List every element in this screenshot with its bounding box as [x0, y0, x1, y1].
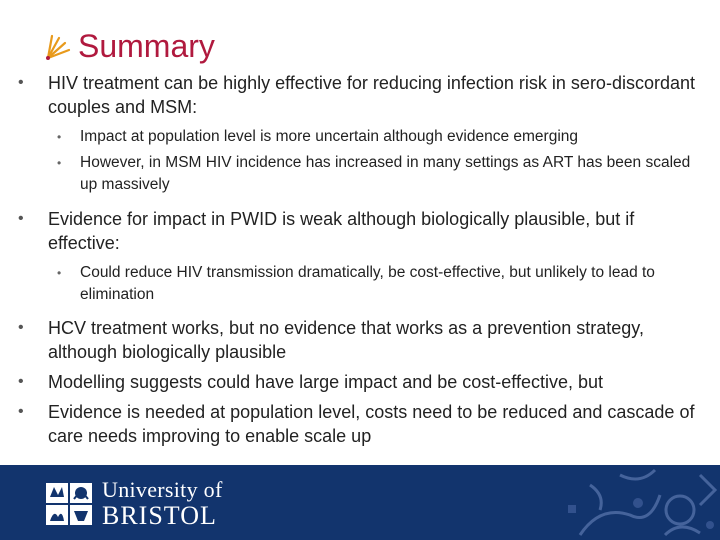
slide-content — [0, 71, 720, 448]
bullet-4 — [0, 370, 720, 394]
sub-bullet-text: Impact at population level is more uncertain although evidence emerging — [80, 128, 579, 145]
logo-text — [102, 479, 223, 529]
bullet-dot: • — [18, 373, 24, 390]
bullet-text: Modelling suggests could have large impact and be cost-effective, but — [48, 372, 603, 392]
crest-pattern-decoration — [560, 465, 720, 540]
bullet-dot: • — [18, 210, 24, 227]
bullet-dot: • — [18, 403, 24, 420]
logo-line-2: BRISTOL — [102, 501, 217, 530]
slide-title: Summary — [78, 28, 215, 64]
bullet-text: HCV treatment works, but no evidence that works as a prevention strategy, although biologically plausible — [48, 318, 644, 362]
sub-bullet-dot: • — [57, 130, 62, 144]
sub-bullet-text: Could reduce HIV transmission dramatically, be cost-effective, but unlikely to lead to elimination — [80, 264, 655, 303]
sub-bullet-dot: • — [57, 156, 62, 170]
sub-bullet-1-1 — [0, 126, 720, 148]
bullet-text: Evidence for impact in PWID is weak although biologically plausible, but if effective: — [48, 209, 635, 253]
sub-bullet-dot: • — [57, 266, 62, 280]
bullet-3 — [0, 316, 720, 364]
bullet-text: HIV treatment can be highly effective for reducing infection risk in sero-discordant couples and MSM: — [48, 73, 695, 117]
sub-bullet-2-1 — [0, 262, 720, 306]
university-logo — [44, 479, 223, 529]
bullet-dot: • — [18, 74, 24, 91]
sub-bullet-text: However, in MSM HIV incidence has increased in many settings as ART has been scaled up massively — [80, 154, 691, 193]
bullet-5 — [0, 400, 720, 448]
slide-title-row — [44, 24, 215, 68]
bullet-2 — [0, 207, 720, 255]
footer-bar — [0, 465, 720, 540]
bullet-text: Evidence is needed at population level, costs need to be reduced and cascade of care needs improving to enable scale up — [48, 402, 695, 446]
fan-icon — [44, 32, 72, 60]
bristol-crest-icon — [44, 481, 94, 527]
sub-bullet-1-2 — [0, 152, 720, 196]
bullet-1 — [0, 71, 720, 119]
logo-line-1: University of — [102, 477, 223, 502]
bullet-dot: • — [18, 319, 24, 336]
